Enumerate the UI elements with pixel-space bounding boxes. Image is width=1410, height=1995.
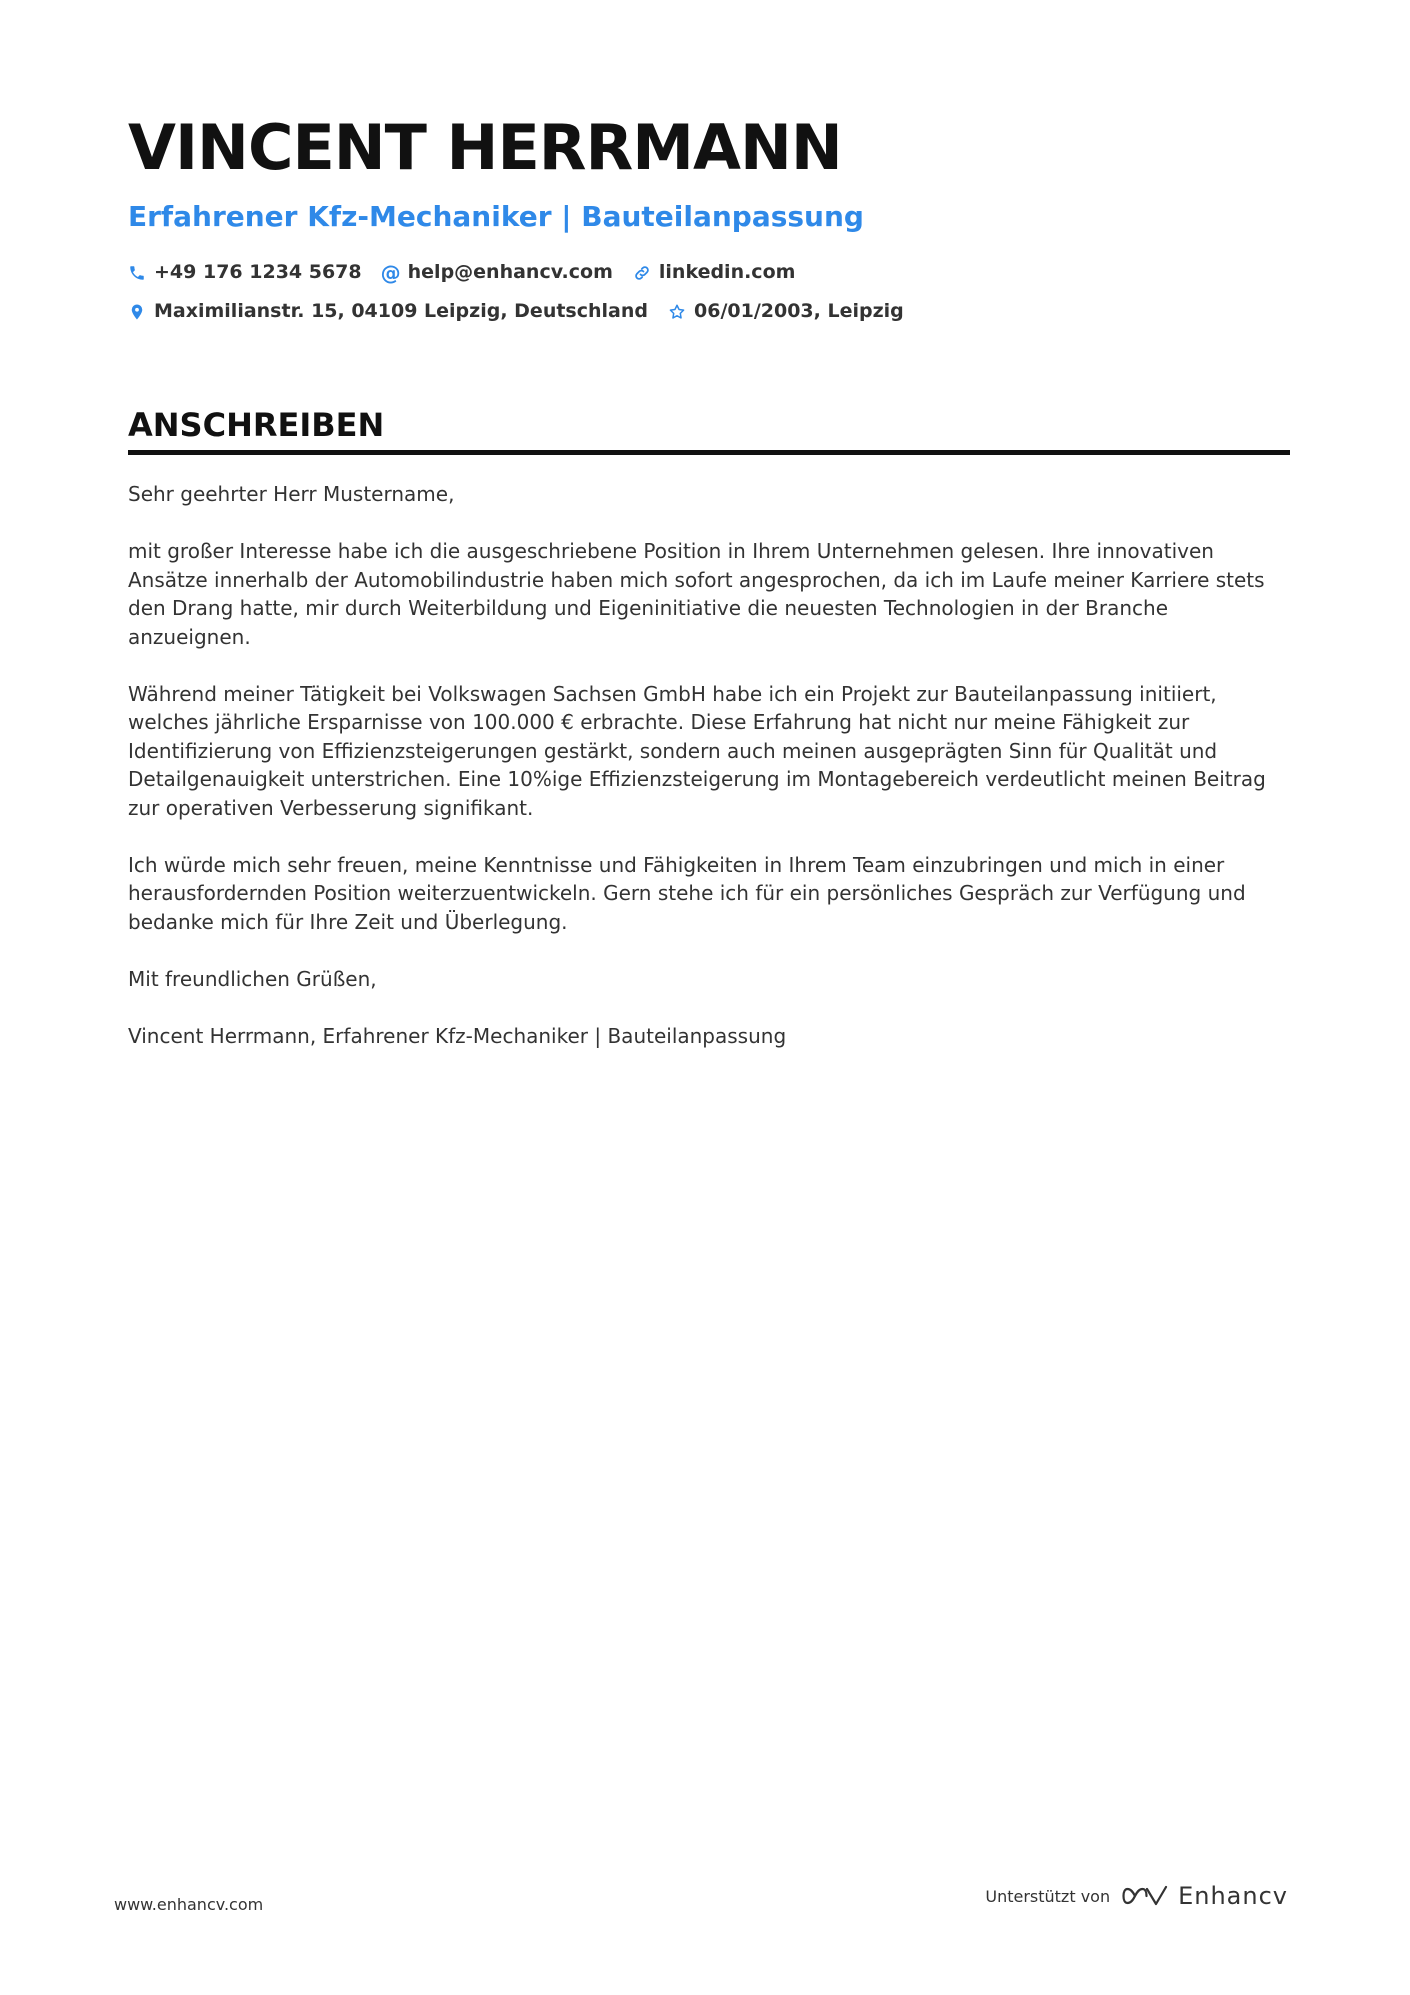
letter-paragraph: mit großer Interesse habe ich die ausgeschriebene Position in Ihrem Unternehmen gelesen. Ihre innovativen Ansätze innerhalb der Automobilindustrie haben mich sofort angesprochen, da ich im Laufe meiner Karriere stets den Drang hatte, mir durch Weiterbildung und Eigeninitiative die neuesten Technologien in der Branche anzueignen. <box>128 539 1265 649</box>
letter-body <box>128 480 1290 1079</box>
letter-signature: Vincent Herrmann, Erfahrener Kfz-Mechaniker | Bauteilanpassung <box>128 1023 787 1048</box>
at-icon: @ <box>380 260 401 285</box>
letter-paragraph: Ich würde mich sehr freuen, meine Kenntnisse und Fähigkeiten in Ihrem Team einzubringen und mich in einer herausfordernden Position weiterzuentwickeln. Gern stehe ich für ein persönliches Gespräch zur Verfügung und bedanke mich für Ihre Zeit und Überlegung. <box>128 852 1246 934</box>
contact-linkedin[interactable] <box>633 258 796 287</box>
contact-phone <box>128 258 362 287</box>
section-title: ANSCHREIBEN <box>128 404 1290 455</box>
location-pin-icon <box>128 303 146 321</box>
powered-by-label: Unterstützt von <box>985 1886 1111 1906</box>
applicant-name: VINCENT HERRMANN <box>128 111 842 184</box>
enhancv-logo-icon <box>1122 1883 1168 1909</box>
contact-birth-text: 06/01/2003, Leipzig <box>694 300 904 322</box>
footer-branding <box>985 1882 1288 1910</box>
contact-list <box>128 258 1290 326</box>
star-icon <box>668 303 686 321</box>
contact-email[interactable] <box>382 258 613 287</box>
header <box>128 108 1290 326</box>
letter-salutation: Sehr geehrter Herr Mustername, <box>128 482 455 506</box>
letter-paragraph: Während meiner Tätigkeit bei Volkswagen Sachsen GmbH habe ich ein Projekt zur Bauteilanpassung initiiert, welches jährliche Ersparnisse von 100.000 € erbrachte. Diese Erfahrung hat nicht nur meine Fähigkeit zur Identifizierung von Effizienzsteigerungen gestärkt, sondern auch meinen ausgeprägten Sinn für Qualität und Detailgenauigkeit unterstrichen. Eine 10%ige Effizienzsteigerung im Montagebereich verdeutlicht meinen Beitrag zur operativen Verbesserung signifikant. <box>128 681 1266 820</box>
enhancv-logo[interactable] <box>1122 1882 1288 1910</box>
phone-icon <box>128 264 146 282</box>
contact-email-text[interactable]: help@enhancv.com <box>407 261 613 283</box>
footer-website[interactable]: www.enhancv.com <box>114 1895 264 1914</box>
contact-linkedin-text[interactable]: linkedin.com <box>658 261 796 283</box>
contact-birth <box>668 297 904 326</box>
contact-address-text: Maximilianstr. 15, 04109 Leipzig, Deutschland <box>154 300 648 322</box>
letter-closing: Mit freundlichen Grüßen, <box>128 966 377 991</box>
contact-phone-text: +49 176 1234 5678 <box>154 261 362 283</box>
enhancv-logo-text: Enhancv <box>1178 1882 1288 1910</box>
link-icon <box>633 264 651 282</box>
contact-address <box>128 297 648 326</box>
job-title: Erfahrener Kfz-Mechaniker | Bauteilanpassung <box>128 200 864 233</box>
